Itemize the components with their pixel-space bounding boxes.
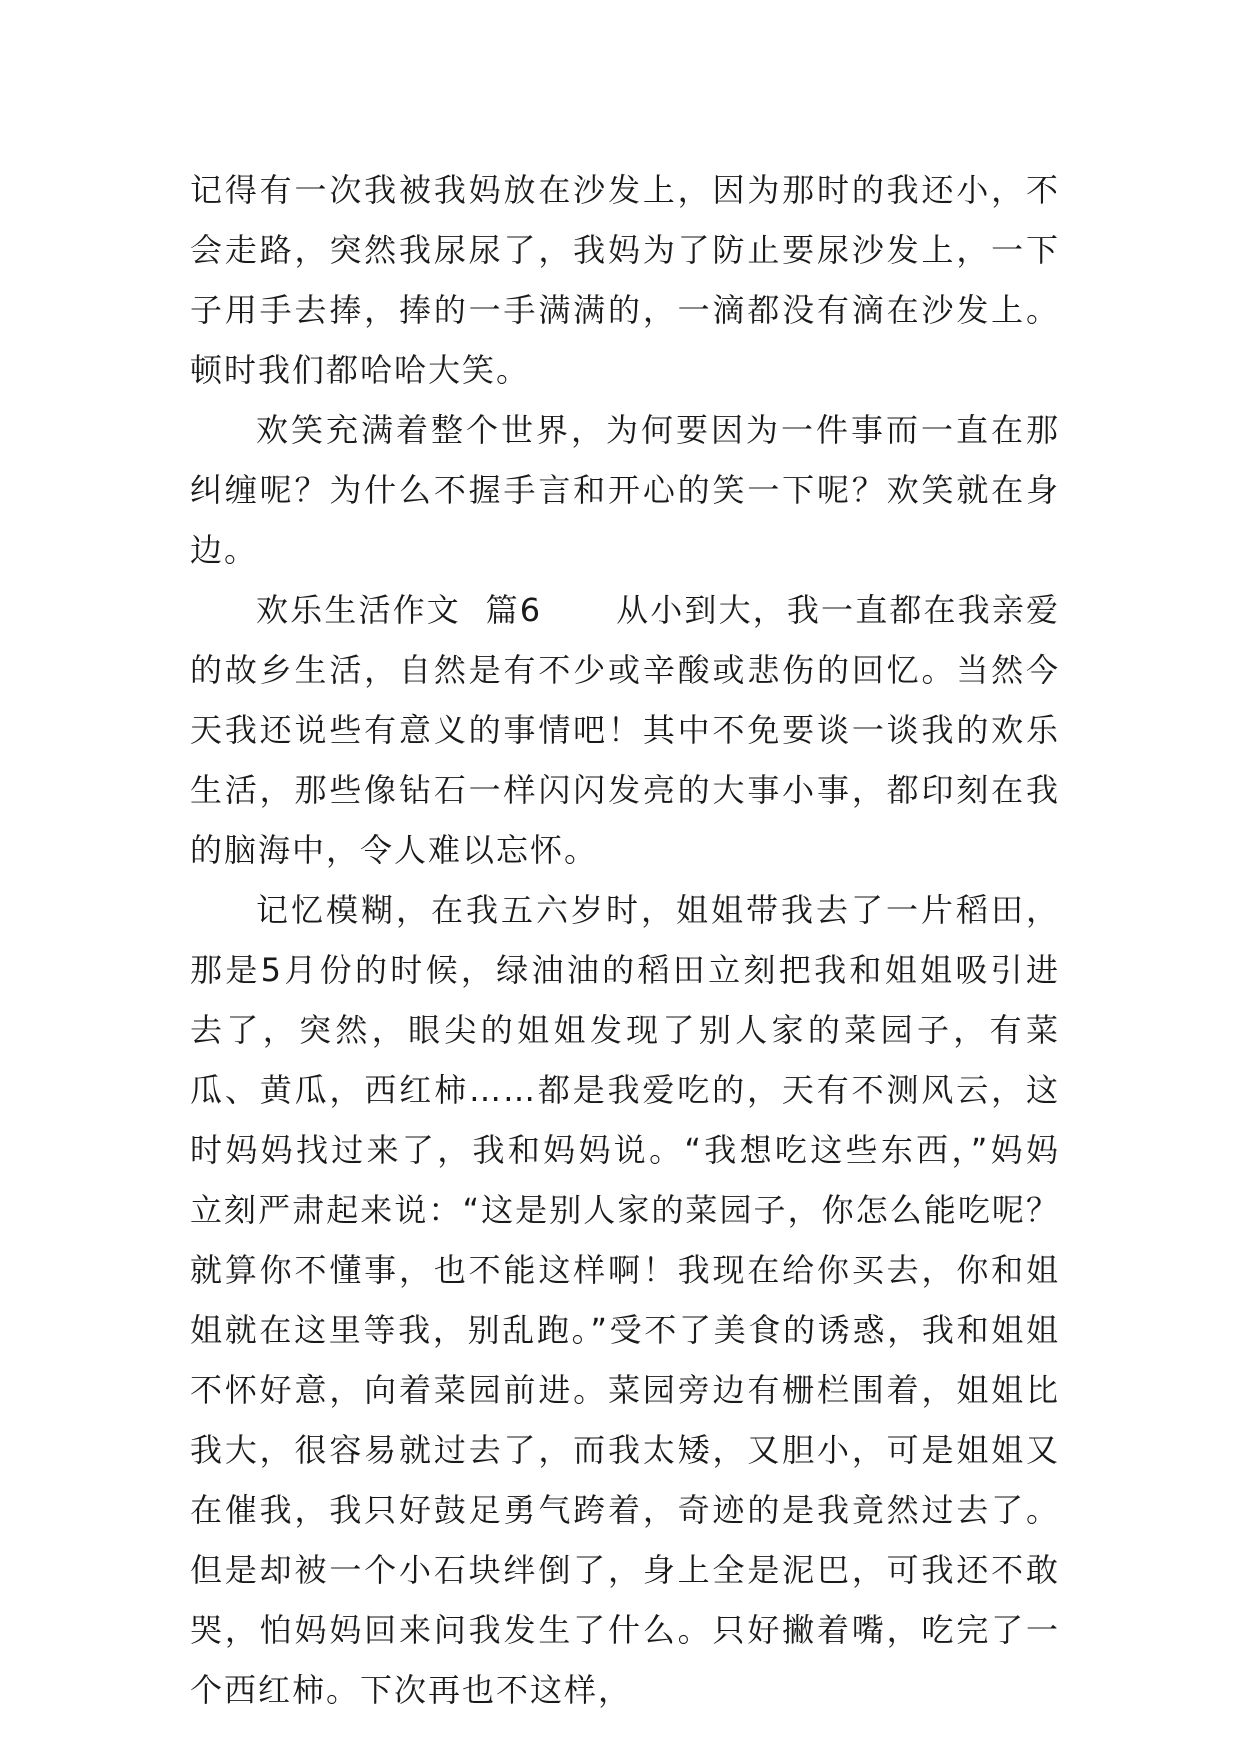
heading-gap [542, 591, 616, 629]
paragraph-3 [190, 580, 1060, 880]
paragraph-2 [190, 400, 1060, 580]
paragraph-4-text: 记忆模糊，在我五六岁时，姐姐带我去了一片稻田，那是5月份的时候，绿油油的稻田立刻把我和姐姐吸引进去了，突然，眼尖的姐姐发现了别人家的菜园子，有菜瓜、黄瓜，西红柿……都是我爱吃的，天有不测风云，这时妈妈找过来了，我和妈妈说。“我想吃这些东西，”妈妈立刻严肃起来说：“这是别人家的菜园子，你怎么能吃呢？就算你不懂事，也不能这样啊！我现在给你买去，你和姐姐就在这里等我，别乱跑。”受不了美食的诱惑，我和姐姐不怀好意，向着菜园前进。菜园旁边有栅栏围着，姐姐比我大，很容易就过去了，而我太矮，又胆小，可是姐姐又在催我，我只好鼓足勇气跨着，奇迹的是我竟然过去了。但是却被一个小石块绊倒了，身上全是泥巴，可我还不敢哭，怕妈妈回来问我发生了什么。只好撇着嘴，吃完了一个西红柿。下次再也不这样， [190, 891, 1060, 1709]
paragraph-3-text: 从小到大，我一直都在我亲爱的故乡生活，自然是有不少或辛酸或悲伤的回忆。当然今天我还说些有意义的事情吧！其中不免要谈一谈我的欢乐生活，那些像钻石一样闪闪发亮的大事小事，都印刻在我的脑海中，令人难以忘怀。 [190, 591, 1060, 869]
paragraph-2-text: 欢笑充满着整个世界，为何要因为一件事而一直在那纠缠呢？为什么不握手言和开心的笑一下呢？欢笑就在身边。 [190, 411, 1060, 569]
section-heading: 欢乐生活作文 篇6 [256, 591, 543, 629]
paragraph-1 [190, 160, 1060, 400]
paragraph-4 [190, 880, 1060, 1720]
document-body [190, 160, 1060, 1720]
paragraph-1-text: 记得有一次我被我妈放在沙发上，因为那时的我还小，不会走路，突然我尿尿了，我妈为了防止要尿沙发上，一下子用手去捧，捧的一手满满的，一滴都没有滴在沙发上。顿时我们都哈哈大笑。 [190, 171, 1060, 389]
